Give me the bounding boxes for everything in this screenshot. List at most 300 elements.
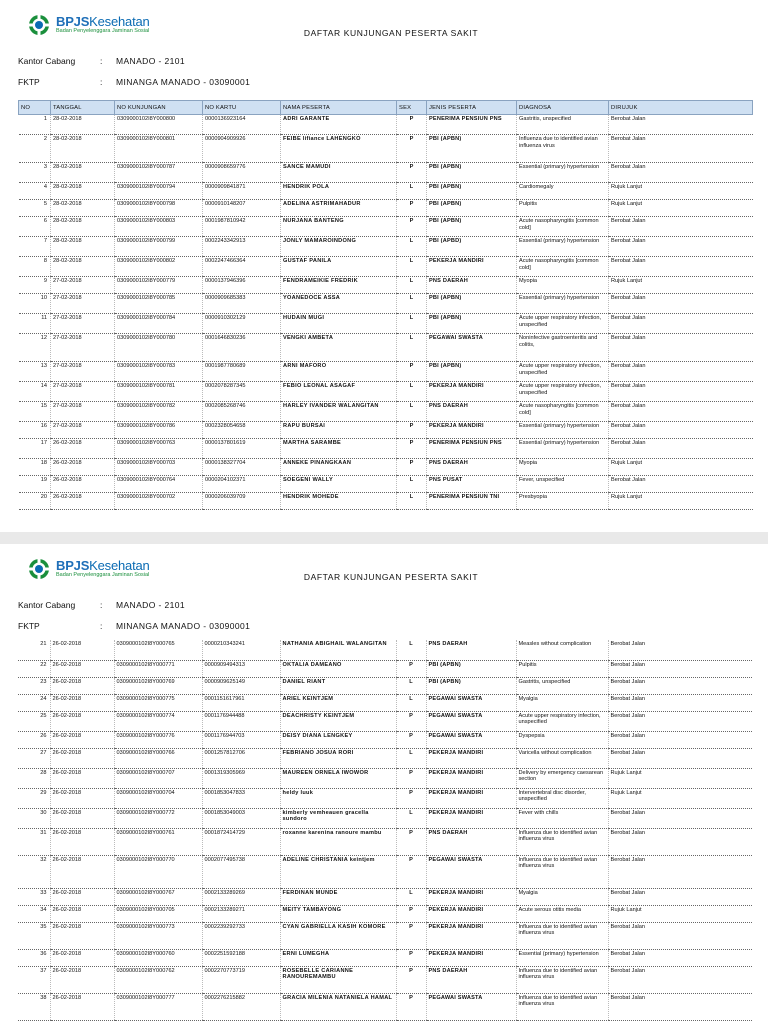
cell-jenis-peserta: PBI (APBN): [427, 135, 517, 163]
cell-diagnosa: Essential (primary) hypertension: [516, 949, 608, 966]
cell-diagnosa: Myalgia: [516, 694, 608, 711]
cell-diagnosa: Gastritis, unspecified: [516, 677, 608, 694]
cell-dirujuk: Rujuk Lanjut: [608, 768, 752, 788]
cell-diagnosa: Pulpitis: [516, 660, 608, 677]
cell-no-kunjungan: 0309000102I8Y000707: [114, 768, 202, 788]
cell-diagnosa: Myopia: [517, 459, 609, 476]
cell-no-kunjungan: 0309000102I8Y000801: [115, 135, 203, 163]
cell-sex: P: [396, 993, 426, 1020]
cell-sex: L: [396, 808, 426, 828]
cell-no: 33: [18, 888, 50, 905]
cell-no-kartu: 0001257812706: [202, 748, 280, 768]
cell-dirujuk: Berobat Jalan: [609, 115, 753, 135]
cell-sex: P: [396, 949, 426, 966]
table-row: [18, 788, 752, 808]
cell-no-kunjungan: 0309000102I8Y000764: [115, 476, 203, 493]
cell-no: 38: [18, 993, 50, 1020]
cell-diagnosa: Essential (primary) hypertension: [517, 422, 609, 439]
cell-no-kartu: 0001987810942: [203, 217, 281, 237]
cell-tanggal: 26-02-2018: [51, 459, 115, 476]
cell-nama-peserta: HUDAIN MUGI: [281, 314, 397, 334]
cell-jenis-peserta: PEGAWAI SWASTA: [426, 855, 516, 888]
cell-sex: L: [397, 476, 427, 493]
cell-sex: P: [396, 905, 426, 922]
cell-jenis-peserta: PNS DAERAH: [426, 640, 516, 660]
fktp-row: FKTP : MINANGA MANADO - 03090001: [18, 77, 251, 87]
cell-sex: P: [396, 855, 426, 888]
cell-no-kunjungan: 0309000102I8Y000772: [114, 808, 202, 828]
cell-no: 34: [18, 905, 50, 922]
cell-dirujuk: Berobat Jalan: [608, 711, 752, 731]
cell-dirujuk: Berobat Jalan: [609, 135, 753, 163]
cell-no: 24: [18, 694, 50, 711]
cell-diagnosa: Intervertebral disc disorder, unspecified: [516, 788, 608, 808]
table-row: [19, 439, 753, 459]
cell-jenis-peserta: PEKERJA MANDIRI: [426, 748, 516, 768]
cell-no-kartu: 0002133289269: [202, 888, 280, 905]
cell-diagnosa: Acute upper respiratory infection, unspecified: [517, 314, 609, 334]
cell-nama-peserta: FEIBE lifiance LAHENGKO: [281, 135, 397, 163]
cell-tanggal: 28-02-2018: [51, 200, 115, 217]
cell-nama-peserta: RAPU BURSAI: [281, 422, 397, 439]
cell-tanggal: 26-02-2018: [50, 640, 114, 660]
cell-no-kunjungan: 0309000102I8Y000775: [114, 694, 202, 711]
table-row: [19, 217, 753, 237]
cell-dirujuk: Berobat Jalan: [609, 257, 753, 277]
cell-tanggal: 27-02-2018: [51, 382, 115, 402]
cell-sex: P: [396, 711, 426, 731]
cell-sex: P: [397, 115, 427, 135]
column-header-sex: SEX: [397, 101, 427, 115]
cell-diagnosa: Varicella without complication: [516, 748, 608, 768]
cell-tanggal: 27-02-2018: [51, 422, 115, 439]
cell-diagnosa: Acute nasopharyngitis [common cold]: [517, 402, 609, 422]
cell-jenis-peserta: PNS PUSAT: [427, 476, 517, 493]
cell-dirujuk: Berobat Jalan: [608, 966, 752, 993]
cell-no-kunjungan: 0309000102I8Y000781: [115, 382, 203, 402]
cell-no: 19: [19, 476, 51, 493]
cell-sex: P: [397, 163, 427, 183]
cell-tanggal: 28-02-2018: [51, 135, 115, 163]
cell-nama-peserta: ARIEL KEINTJEM: [280, 694, 396, 711]
cell-diagnosa: Acute upper respiratory infection, unspecified: [516, 711, 608, 731]
cell-tanggal: 27-02-2018: [51, 402, 115, 422]
cell-no: 29: [18, 788, 50, 808]
cell-tanggal: 26-02-2018: [50, 694, 114, 711]
table-row: [19, 382, 753, 402]
cell-nama-peserta: CYAN GABRIELLA KASIH KOMORE: [280, 922, 396, 949]
cell-no: 16: [19, 422, 51, 439]
table-row: [19, 183, 753, 200]
cell-nama-peserta: VENGKI AMBETA: [281, 334, 397, 362]
cell-no-kunjungan: 0309000102I8Y000769: [114, 677, 202, 694]
cell-no: 28: [18, 768, 50, 788]
cell-no-kunjungan: 0309000102I8Y000787: [115, 163, 203, 183]
fktp-label: FKTP: [18, 621, 40, 631]
cell-no-kunjungan: 0309000102I8Y000799: [115, 237, 203, 257]
cell-nama-peserta: HENDRIK POLA: [281, 183, 397, 200]
cell-sex: L: [397, 382, 427, 402]
cell-no-kartu: 0001176944488: [202, 711, 280, 731]
cell-tanggal: 26-02-2018: [50, 677, 114, 694]
cell-dirujuk: Berobat Jalan: [608, 748, 752, 768]
cell-no: 25: [18, 711, 50, 731]
cell-jenis-peserta: PEKERJA MANDIRI: [426, 922, 516, 949]
table-row: [18, 949, 752, 966]
fktp-row: FKTP : MINANGA MANADO - 03090001: [18, 621, 251, 631]
cell-diagnosa: Essential (primary) hypertension: [517, 439, 609, 459]
table-row: [18, 905, 752, 922]
table-row: [18, 731, 752, 748]
cell-jenis-peserta: PEKERJA MANDIRI: [426, 788, 516, 808]
table-row: [19, 459, 753, 476]
cell-no-kunjungan: 0309000102I8Y000773: [114, 922, 202, 949]
cell-no-kunjungan: 0309000102I8Y000786: [115, 422, 203, 439]
table-row: [19, 163, 753, 183]
cell-nama-peserta: OKTALIA DAMEANO: [280, 660, 396, 677]
table-row: [18, 888, 752, 905]
cell-diagnosa: Presbyopia: [517, 493, 609, 510]
cell-nama-peserta: NATHANIA ABIGHAIL WALANGITAN: [280, 640, 396, 660]
table-row: [19, 402, 753, 422]
cell-no: 31: [18, 828, 50, 855]
kantor-cabang-row: Kantor Cabang : MANADO - 2101: [18, 600, 185, 610]
cell-no: 5: [19, 200, 51, 217]
cell-tanggal: 26-02-2018: [50, 748, 114, 768]
cell-nama-peserta: ADRI GARANTE: [281, 115, 397, 135]
table-row: [18, 677, 752, 694]
cell-no-kunjungan: 0309000102I8Y000803: [115, 217, 203, 237]
cell-no-kartu: 0000908659776: [203, 163, 281, 183]
cell-no-kartu: 0000210343241: [202, 640, 280, 660]
cell-tanggal: 27-02-2018: [51, 294, 115, 314]
cell-tanggal: 27-02-2018: [51, 277, 115, 294]
cell-tanggal: 28-02-2018: [51, 163, 115, 183]
fktp-label: FKTP: [18, 77, 40, 87]
cell-nama-peserta: SANCE MAMUDI: [281, 163, 397, 183]
cell-no-kunjungan: 0309000102I8Y000702: [115, 493, 203, 510]
cell-nama-peserta: DANIEL RIANT: [280, 677, 396, 694]
table-row: [18, 711, 752, 731]
cell-diagnosa: Delivery by emergency caesarean section: [516, 768, 608, 788]
column-header-dirujuk: DIRUJUK: [609, 101, 753, 115]
table-row: [19, 237, 753, 257]
table-row: [19, 422, 753, 439]
cell-jenis-peserta: PEGAWAI SWASTA: [426, 711, 516, 731]
cell-nama-peserta: FENDRAMEIKIE FREDRIK: [281, 277, 397, 294]
cell-nama-peserta: FEBIO LEONAL ASAGAF: [281, 382, 397, 402]
cell-tanggal: 26-02-2018: [50, 855, 114, 888]
cell-no-kartu: 0000910302129: [203, 314, 281, 334]
cell-nama-peserta: DEISY DIANA LENGKEY: [280, 731, 396, 748]
cell-sex: L: [397, 314, 427, 334]
cell-dirujuk: Rujuk Lanjut: [609, 277, 753, 294]
cell-diagnosa: Influenza due to identified avian influenza virus: [516, 966, 608, 993]
cell-sex: P: [397, 135, 427, 163]
cell-sex: P: [396, 768, 426, 788]
cell-dirujuk: Berobat Jalan: [608, 828, 752, 855]
cell-no-kunjungan: 0309000102I8Y000798: [115, 200, 203, 217]
cell-sex: L: [397, 493, 427, 510]
cell-no-kartu: 0000206039709: [203, 493, 281, 510]
cell-diagnosa: Influenza due to identified avian influenza virus: [516, 855, 608, 888]
cell-nama-peserta: ERNI LUMEGHA: [280, 949, 396, 966]
cell-no: 22: [18, 660, 50, 677]
visits-table-page-1: [18, 100, 753, 510]
cell-no-kunjungan: 0309000102I8Y000770: [114, 855, 202, 888]
cell-no-kartu: 0000909625149: [202, 677, 280, 694]
cell-jenis-peserta: PBI (APBD): [427, 237, 517, 257]
cell-tanggal: 26-02-2018: [50, 711, 114, 731]
cell-no-kunjungan: 0309000102I8Y000779: [115, 277, 203, 294]
cell-sex: L: [397, 183, 427, 200]
cell-jenis-peserta: PEKERJA MANDIRI: [426, 905, 516, 922]
cell-jenis-peserta: PBI (APBN): [427, 200, 517, 217]
cell-diagnosa: Myopia: [517, 277, 609, 294]
cell-nama-peserta: YOANEDOCE ASSA: [281, 294, 397, 314]
cell-nama-peserta: heldy luuk: [280, 788, 396, 808]
cell-dirujuk: Berobat Jalan: [609, 314, 753, 334]
column-header-diagnosa: DIAGNOSA: [517, 101, 609, 115]
cell-jenis-peserta: PEKERJA MANDIRI: [427, 382, 517, 402]
cell-nama-peserta: ROSEBELLE CARIANNE RANOUREMAMBU: [280, 966, 396, 993]
table-row: [18, 993, 752, 1020]
cell-diagnosa: Fever, unspecified: [517, 476, 609, 493]
cell-jenis-peserta: PENERIMA PENSIUN PNS: [427, 439, 517, 459]
cell-no: 18: [19, 459, 51, 476]
cell-dirujuk: Berobat Jalan: [609, 382, 753, 402]
cell-dirujuk: Rujuk Lanjut: [609, 183, 753, 200]
table-row: [19, 200, 753, 217]
cell-jenis-peserta: PEGAWAI SWASTA: [426, 694, 516, 711]
table-row: [19, 135, 753, 163]
cell-no: 17: [19, 439, 51, 459]
cell-no: 9: [19, 277, 51, 294]
cell-no-kunjungan: 0309000102I8Y000802: [115, 257, 203, 277]
cell-diagnosa: Dyspepsia: [516, 731, 608, 748]
cell-no: 15: [19, 402, 51, 422]
cell-sex: P: [396, 922, 426, 949]
cell-diagnosa: Essential (primary) hypertension: [517, 294, 609, 314]
cell-nama-peserta: MAUREEN ORNELA IWOWOR: [280, 768, 396, 788]
cell-no-kartu: 0002078287345: [203, 382, 281, 402]
kantor-cabang-row: Kantor Cabang : MANADO - 2101: [18, 56, 185, 66]
cell-jenis-peserta: PEKERJA MANDIRI: [426, 808, 516, 828]
cell-dirujuk: Berobat Jalan: [608, 677, 752, 694]
column-header-tanggal: TANGGAL: [51, 101, 115, 115]
cell-no: 2: [19, 135, 51, 163]
cell-jenis-peserta: PEGAWAI SWASTA: [426, 731, 516, 748]
cell-diagnosa: Acute upper respiratory infection, unspecified: [517, 362, 609, 382]
cell-jenis-peserta: PENERIMA PENSIUN PNS: [427, 115, 517, 135]
cell-diagnosa: Influenza due to identified avian influenza virus: [516, 922, 608, 949]
cell-dirujuk: Berobat Jalan: [609, 163, 753, 183]
table-row: [19, 115, 753, 135]
cell-no-kartu: 0000909841871: [203, 183, 281, 200]
brand-name-b: Kesehatan: [89, 14, 150, 30]
cell-diagnosa: Measles without complication: [516, 640, 608, 660]
cell-no-kartu: 0002085268746: [203, 402, 281, 422]
cell-no-kartu: 0000136923164: [203, 115, 281, 135]
brand-subtitle: Badan Penyelenggara Jaminan Sosial: [56, 572, 150, 579]
cell-no: 30: [18, 808, 50, 828]
cell-no-kartu: 0000137801619: [203, 439, 281, 459]
column-header-nama-peserta: NAMA PESERTA: [281, 101, 397, 115]
table-row: [18, 855, 752, 888]
cell-no-kunjungan: 0309000102I8Y000777: [114, 993, 202, 1020]
cell-diagnosa: Essential (primary) hypertension: [517, 163, 609, 183]
cell-no-kunjungan: 0309000102I8Y000766: [114, 748, 202, 768]
cell-tanggal: 26-02-2018: [50, 966, 114, 993]
cell-sex: L: [397, 237, 427, 257]
cell-jenis-peserta: PBI (APBN): [427, 294, 517, 314]
cell-no: 35: [18, 922, 50, 949]
cell-no: 26: [18, 731, 50, 748]
table-row: [19, 362, 753, 382]
table-row: [19, 277, 753, 294]
cell-jenis-peserta: PEGAWAI SWASTA: [426, 993, 516, 1020]
cell-sex: P: [396, 731, 426, 748]
cell-tanggal: 28-02-2018: [51, 237, 115, 257]
cell-no: 23: [18, 677, 50, 694]
cell-sex: L: [396, 640, 426, 660]
cell-dirujuk: Berobat Jalan: [608, 922, 752, 949]
cell-no-kartu: 0001176944703: [202, 731, 280, 748]
cell-sex: P: [397, 217, 427, 237]
cell-no-kunjungan: 0309000102I8Y000785: [115, 294, 203, 314]
table-row: [18, 922, 752, 949]
column-header-jenis-peserta: JENIS PESERTA: [427, 101, 517, 115]
cell-no-kartu: 0000909685383: [203, 294, 281, 314]
cell-no-kartu: 0001319305969: [202, 768, 280, 788]
kantor-label: Kantor Cabang: [18, 600, 76, 610]
kantor-value: MANADO - 2101: [116, 56, 185, 66]
cell-tanggal: 26-02-2018: [50, 949, 114, 966]
table-row: [19, 314, 753, 334]
cell-no: 13: [19, 362, 51, 382]
cell-no-kunjungan: 0309000102I8Y000782: [115, 402, 203, 422]
cell-diagnosa: Acute serous otitis media: [516, 905, 608, 922]
cell-diagnosa: Noninfective gastroenteritis and colitis,: [517, 334, 609, 362]
cell-no-kartu: 0000909494313: [202, 660, 280, 677]
cell-sex: P: [396, 788, 426, 808]
cell-no-kunjungan: 0309000102I8Y000705: [114, 905, 202, 922]
cell-no-kunjungan: 0309000102I8Y000771: [114, 660, 202, 677]
cell-jenis-peserta: PNS DAERAH: [427, 277, 517, 294]
cell-tanggal: 26-02-2018: [50, 788, 114, 808]
cell-dirujuk: Berobat Jalan: [609, 294, 753, 314]
cell-jenis-peserta: PNS DAERAH: [427, 459, 517, 476]
cell-no-kartu: 0000138327704: [203, 459, 281, 476]
cell-no-kartu: 0000904909926: [203, 135, 281, 163]
cell-sex: P: [397, 200, 427, 217]
cell-tanggal: 26-02-2018: [50, 768, 114, 788]
cell-nama-peserta: kimberly vemheauen gracella sundoro: [280, 808, 396, 828]
cell-dirujuk: Berobat Jalan: [609, 237, 753, 257]
table-row: [18, 660, 752, 677]
table-row: [18, 694, 752, 711]
cell-no: 6: [19, 217, 51, 237]
cell-diagnosa: Influenza due to identified avian influenza virus: [516, 828, 608, 855]
cell-no-kartu: 0002251592188: [202, 949, 280, 966]
cell-no-kunjungan: 0309000102I8Y000762: [114, 966, 202, 993]
cell-tanggal: 26-02-2018: [51, 439, 115, 459]
cell-tanggal: 26-02-2018: [50, 660, 114, 677]
cell-no: 8: [19, 257, 51, 277]
cell-no-kartu: 0000137946396: [203, 277, 281, 294]
cell-jenis-peserta: PBI (APBN): [427, 217, 517, 237]
cell-no-kartu: 0002328054658: [203, 422, 281, 439]
cell-sex: P: [396, 828, 426, 855]
cell-dirujuk: Berobat Jalan: [608, 808, 752, 828]
cell-no: 1: [19, 115, 51, 135]
cell-diagnosa: Essential (primary) hypertension: [517, 237, 609, 257]
cell-jenis-peserta: PEKERJA MANDIRI: [426, 888, 516, 905]
cell-sex: L: [397, 277, 427, 294]
cell-jenis-peserta: PEKERJA MANDIRI: [427, 422, 517, 439]
table-row: [18, 808, 752, 828]
cell-sex: P: [397, 362, 427, 382]
cell-dirujuk: Berobat Jalan: [608, 949, 752, 966]
cell-dirujuk: Berobat Jalan: [608, 640, 752, 660]
cell-no: 36: [18, 949, 50, 966]
cell-dirujuk: Rujuk Lanjut: [608, 905, 752, 922]
cell-dirujuk: Berobat Jalan: [609, 217, 753, 237]
cell-no: 21: [18, 640, 50, 660]
table-row: [18, 640, 752, 660]
cell-nama-peserta: FERDINAN MUNDE: [280, 888, 396, 905]
cell-no-kartu: 0001853049003: [202, 808, 280, 828]
cell-nama-peserta: ANNEKE PINANGKAAN: [281, 459, 397, 476]
cell-no: 4: [19, 183, 51, 200]
cell-jenis-peserta: PENERIMA PENSIUN TNI: [427, 493, 517, 510]
cell-sex: P: [397, 422, 427, 439]
cell-nama-peserta: HARLEY IVANDER WALANGITAN: [281, 402, 397, 422]
cell-no-kartu: 0001872414729: [202, 828, 280, 855]
document-title: DAFTAR KUNJUNGAN PESERTA SAKIT: [303, 572, 479, 582]
cell-no-kartu: 0002243342913: [203, 237, 281, 257]
cell-dirujuk: Berobat Jalan: [609, 476, 753, 493]
cell-sex: L: [396, 694, 426, 711]
cell-jenis-peserta: PBI (APBN): [427, 183, 517, 200]
cell-no: 27: [18, 748, 50, 768]
cell-no-kunjungan: 0309000102I8Y000776: [114, 731, 202, 748]
cell-no: 7: [19, 237, 51, 257]
table-row: [18, 748, 752, 768]
table-row: [18, 966, 752, 993]
cell-nama-peserta: JONLY MAMAROINDONG: [281, 237, 397, 257]
cell-tanggal: 26-02-2018: [50, 922, 114, 949]
cell-tanggal: 28-02-2018: [51, 115, 115, 135]
cell-tanggal: 26-02-2018: [50, 905, 114, 922]
document-title: DAFTAR KUNJUNGAN PESERTA SAKIT: [303, 28, 479, 38]
cell-no-kartu: 0001987780689: [203, 362, 281, 382]
cell-dirujuk: Berobat Jalan: [609, 362, 753, 382]
cell-no: 10: [19, 294, 51, 314]
cell-no: 11: [19, 314, 51, 334]
cell-jenis-peserta: PNS DAERAH: [427, 402, 517, 422]
table-row: [19, 294, 753, 314]
cell-no-kunjungan: 0309000102I8Y000780: [115, 334, 203, 362]
cell-jenis-peserta: PEGAWAI SWASTA: [427, 334, 517, 362]
cell-no-kunjungan: 0309000102I8Y000784: [115, 314, 203, 334]
cell-dirujuk: Berobat Jalan: [608, 731, 752, 748]
table-row: [19, 334, 753, 362]
cell-dirujuk: Berobat Jalan: [608, 694, 752, 711]
cell-jenis-peserta: PBI (APBN): [426, 677, 516, 694]
cell-no-kunjungan: 0309000102I8Y000761: [114, 828, 202, 855]
column-header-no-kunjungan: NO KUNJUNGAN: [115, 101, 203, 115]
